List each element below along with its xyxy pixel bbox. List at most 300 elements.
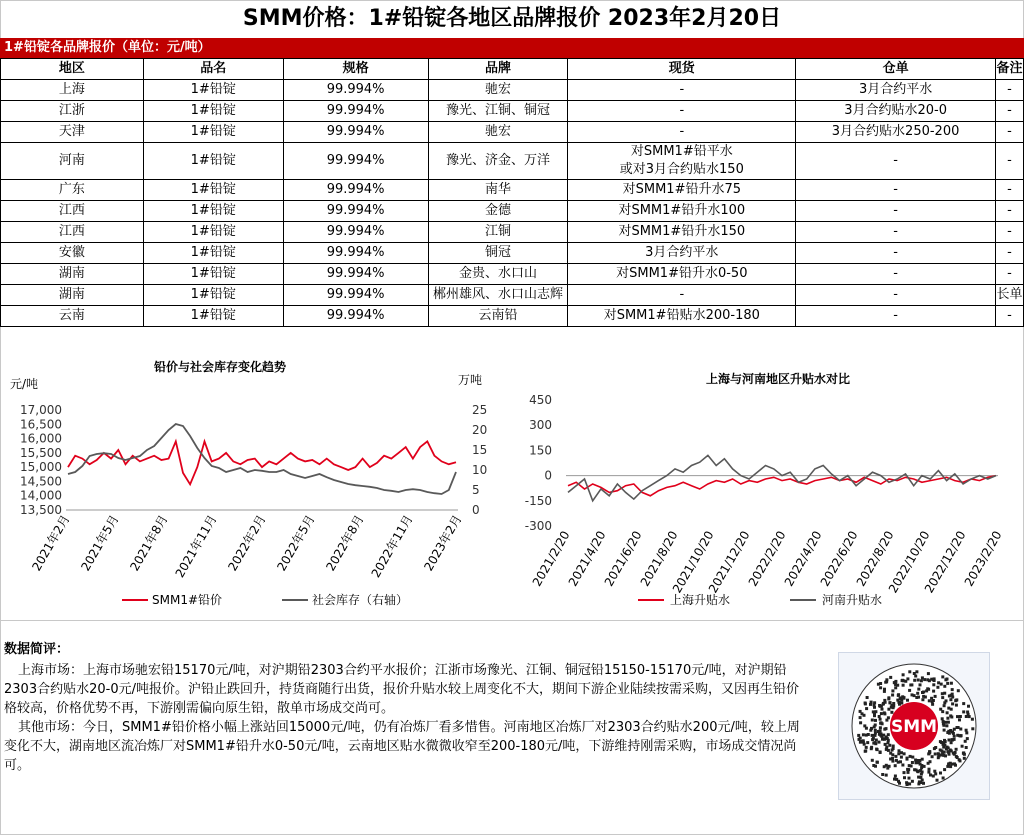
qr-dot — [962, 702, 965, 705]
table-cell: 天津 — [1, 122, 144, 143]
qr-dot — [957, 689, 960, 692]
qr-dot — [880, 712, 883, 715]
x-tick-label: 2022/12/20 — [921, 528, 969, 596]
qr-dot — [878, 741, 881, 744]
qr-dot — [948, 732, 951, 735]
qr-dot — [894, 764, 897, 767]
qr-dot — [949, 698, 952, 701]
table-cell: 金贵、水口山 — [428, 264, 568, 285]
table-cell: - — [995, 222, 1023, 243]
table-cell: 湖南 — [1, 285, 144, 306]
y2-tick-label: 5 — [472, 483, 480, 497]
table-cell: - — [995, 80, 1023, 101]
qr-dot — [902, 679, 905, 682]
y-tick-label: 17,000 — [20, 403, 62, 417]
qr-dot — [966, 737, 969, 740]
table-cell: - — [568, 80, 796, 101]
table-cell: - — [995, 201, 1023, 222]
table-cell: 1#铅锭 — [143, 143, 283, 180]
qr-dot — [968, 715, 971, 718]
qr-dot — [900, 702, 903, 705]
qr-dot — [883, 738, 886, 741]
table-cell: 99.994% — [283, 201, 428, 222]
qr-dot — [870, 727, 873, 730]
qr-dot — [942, 777, 945, 780]
col-header: 地区 — [1, 59, 144, 80]
qr-dot — [965, 715, 968, 718]
qr-dot — [883, 712, 886, 715]
qr-dot — [967, 705, 970, 708]
table-row — [1, 222, 1024, 243]
qr-dot — [874, 734, 877, 737]
x-tick-label: 2021/8/20 — [637, 528, 681, 589]
chart1-title: 铅价与社会库存变化趋势 — [154, 360, 287, 374]
qr-dot — [933, 770, 936, 773]
table-cell: 河南 — [1, 143, 144, 180]
qr-dot — [940, 683, 943, 686]
qr-dot — [881, 773, 884, 776]
qr-dot — [890, 704, 893, 707]
qr-dot — [920, 679, 923, 682]
qr-dot — [881, 708, 884, 711]
qr-dot — [902, 684, 905, 687]
table-cell: 对SMM1#铅升水75 — [568, 180, 796, 201]
qr-dot — [951, 688, 954, 691]
qr-dot — [922, 782, 925, 785]
qr-dot — [959, 728, 962, 731]
table-cell: 对SMM1#铅升水0-50 — [568, 264, 796, 285]
qr-dot — [932, 678, 935, 681]
qr-dot — [955, 704, 958, 707]
qr-code[interactable] — [838, 652, 990, 800]
qr-dot — [902, 673, 905, 676]
qr-dot — [898, 701, 901, 704]
qr-dot — [931, 703, 934, 706]
qr-dot — [919, 769, 922, 772]
qr-dot — [899, 760, 902, 763]
qr-dot — [906, 699, 909, 702]
x-tick-label: 2021年2月 — [29, 512, 73, 574]
y-tick-label: 15,500 — [20, 445, 62, 460]
qr-dot — [874, 719, 877, 722]
table-cell: 金德 — [428, 201, 568, 222]
qr-dot — [908, 670, 911, 673]
table-cell: 湖南 — [1, 264, 144, 285]
qr-dot — [927, 771, 930, 774]
qr-dot — [952, 732, 955, 735]
x-tick-label: 2022年2月 — [225, 512, 269, 574]
y2-tick-label: 10 — [472, 463, 488, 477]
table-cell: 1#铅锭 — [143, 306, 283, 327]
table-header-row — [1, 59, 1024, 80]
qr-logo-text: SMM — [890, 717, 938, 737]
qr-dot — [906, 758, 909, 761]
qr-dot — [953, 728, 956, 731]
qr-dot — [959, 715, 962, 718]
qr-dot — [916, 692, 919, 695]
table-cell: 铜冠 — [428, 243, 568, 264]
qr-dot — [934, 746, 937, 749]
x-tick-label: 2023年2月 — [421, 512, 465, 574]
qr-dot — [953, 762, 956, 765]
table-cell: 3月合约平水 — [796, 80, 996, 101]
qr-dot — [863, 724, 866, 727]
y2-axis-label: 万吨 — [458, 373, 483, 387]
x-tick-label: 2023/2/20 — [961, 528, 1005, 589]
qr-dot — [911, 756, 914, 759]
qr-dot — [928, 699, 931, 702]
col-header: 仓单 — [796, 59, 996, 80]
cell-line: 对SMM1#铅平水 — [630, 144, 733, 159]
qr-dot — [908, 777, 911, 780]
qr-dot — [948, 739, 951, 742]
qr-dot — [965, 729, 968, 732]
qr-dot — [891, 689, 894, 692]
qr-dot — [862, 733, 865, 736]
qr-dot — [971, 718, 974, 721]
qr-dot — [864, 702, 867, 705]
qr-dot — [949, 765, 952, 768]
table-row — [1, 264, 1024, 285]
chart2-title: 上海与河南地区升贴水对比 — [706, 372, 851, 386]
qr-dot — [887, 739, 890, 742]
table-cell: - — [568, 122, 796, 143]
qr-dot — [944, 678, 947, 681]
qr-dot — [890, 711, 893, 714]
qr-dot — [955, 748, 958, 751]
qr-dot — [866, 696, 869, 699]
table-cell: 江浙 — [1, 101, 144, 122]
qr-dot — [866, 741, 869, 744]
table-cell: - — [995, 180, 1023, 201]
qr-dot — [878, 704, 881, 707]
table-cell: 99.994% — [283, 143, 428, 180]
y-tick-label: 15,000 — [20, 460, 62, 475]
qr-dot — [949, 714, 952, 717]
table-cell: 1#铅锭 — [143, 201, 283, 222]
y-axis-label: 元/吨 — [10, 377, 39, 391]
qr-dot — [885, 764, 888, 767]
qr-code-image — [839, 653, 989, 799]
qr-dot — [873, 704, 876, 707]
table-cell: 对SMM1#铅贴水200-180 — [568, 306, 796, 327]
table-cell: - — [796, 201, 996, 222]
qr-dot — [874, 729, 877, 732]
section-title: 1#铅锭各品牌报价（单位：元/吨） — [0, 38, 1024, 58]
qr-dot — [909, 755, 912, 758]
table-cell: 99.994% — [283, 122, 428, 143]
qr-dot — [961, 745, 964, 748]
table-cell: 99.994% — [283, 101, 428, 122]
qr-dot — [947, 751, 950, 754]
table-cell: 对SMM1#铅升水100 — [568, 201, 796, 222]
y-tick-label: 16,500 — [20, 417, 62, 432]
qr-dot — [932, 683, 935, 686]
qr-dot — [951, 738, 954, 741]
qr-dot — [910, 683, 913, 686]
qr-dot — [874, 724, 877, 727]
qr-dot — [937, 753, 940, 756]
qr-dot — [908, 689, 911, 692]
x-tick-label: 2022/2/20 — [745, 528, 789, 589]
qr-dot — [929, 774, 932, 777]
qr-dot — [941, 696, 944, 699]
table-cell: - — [796, 306, 996, 327]
qr-dot — [891, 749, 894, 752]
qr-dot — [950, 682, 953, 685]
qr-dot — [903, 752, 906, 755]
table-cell: - — [568, 285, 796, 306]
table-cell: 3月合约平水 — [568, 243, 796, 264]
qr-dot — [897, 693, 900, 696]
qr-dot — [859, 716, 862, 719]
qr-dot — [962, 751, 965, 754]
qr-dot — [917, 679, 920, 682]
qr-dot — [911, 780, 914, 783]
qr-dot — [965, 746, 968, 749]
qr-dot — [924, 696, 927, 699]
y-tick-label: 14,000 — [20, 488, 62, 503]
qr-dot — [947, 762, 950, 765]
x-tick-label: 2021/6/20 — [601, 528, 645, 589]
qr-dot — [941, 710, 944, 713]
table-cell: 3月合约贴水250-200 — [796, 122, 996, 143]
table-cell: 南华 — [428, 180, 568, 201]
qr-dot — [901, 764, 904, 767]
qr-dot — [891, 694, 894, 697]
qr-dot — [879, 718, 882, 721]
table-cell: - — [995, 122, 1023, 143]
qr-dot — [906, 783, 909, 786]
qr-dot — [880, 735, 883, 738]
qr-dot — [871, 734, 874, 737]
qr-dot — [886, 767, 889, 770]
table-cell: 1#铅锭 — [143, 80, 283, 101]
legend-label: 河南升贴水 — [822, 593, 883, 607]
table-cell: - — [796, 243, 996, 264]
qr-dot — [873, 712, 876, 715]
x-tick-label: 2022/8/20 — [853, 528, 897, 589]
qr-dot — [885, 774, 888, 777]
table-cell: 豫光、江铜、铜冠 — [428, 101, 568, 122]
qr-dot — [900, 756, 903, 759]
qr-dot — [947, 721, 950, 724]
table-cell: 1#铅锭 — [143, 180, 283, 201]
qr-dot — [934, 753, 937, 756]
qr-dot — [883, 688, 886, 691]
qr-dot — [885, 719, 888, 722]
qr-dot — [894, 755, 897, 758]
qr-dot — [922, 691, 925, 694]
table-row — [1, 122, 1024, 143]
qr-dot — [943, 729, 946, 732]
y-tick-label: 300 — [529, 418, 552, 433]
y2-tick-label: 15 — [472, 443, 488, 457]
y2-tick-label: 0 — [472, 503, 480, 517]
col-header: 规格 — [283, 59, 428, 80]
qr-dot — [943, 704, 946, 707]
qr-dot — [876, 748, 879, 751]
qr-dot — [878, 715, 881, 718]
table-cell: - — [796, 285, 996, 306]
qr-dot — [971, 727, 974, 730]
qr-dot — [917, 688, 920, 691]
x-tick-label: 2022年11月 — [368, 512, 416, 580]
table-cell: 江西 — [1, 201, 144, 222]
qr-dot — [885, 748, 888, 751]
table-cell: 豫光、济金、万洋 — [428, 143, 568, 180]
legend-label: 上海升贴水 — [670, 593, 731, 607]
qr-dot — [953, 735, 956, 738]
qr-dot — [877, 730, 880, 733]
col-header: 品牌 — [428, 59, 568, 80]
y2-tick-label: 25 — [472, 403, 488, 417]
qr-dot — [942, 724, 945, 727]
table-cell: 1#铅锭 — [143, 222, 283, 243]
qr-dot — [903, 697, 906, 700]
y2-tick-label: 20 — [472, 423, 488, 437]
qr-dot — [919, 683, 922, 686]
qr-dot — [959, 759, 962, 762]
y-tick-label: 16,000 — [20, 431, 62, 446]
table-cell: 1#铅锭 — [143, 101, 283, 122]
qr-dot — [879, 682, 882, 685]
legend-label: 社会库存（右轴） — [312, 593, 409, 607]
table-cell: 1#铅锭 — [143, 264, 283, 285]
qr-dot — [873, 714, 876, 717]
qr-dot — [883, 728, 886, 731]
qr-dot — [921, 758, 924, 761]
qr-dot — [879, 686, 882, 689]
x-tick-label: 2022/6/20 — [817, 528, 861, 589]
table-row — [1, 143, 1024, 180]
cell-line: 或对3月合约贴水150 — [619, 162, 744, 177]
qr-dot — [956, 715, 959, 718]
qr-dot — [926, 687, 929, 690]
table-cell — [568, 143, 796, 180]
table-cell: 99.994% — [283, 264, 428, 285]
qr-dot — [960, 734, 963, 737]
qr-dot — [884, 743, 887, 746]
qr-dot — [875, 739, 878, 742]
table-cell: 长单 — [995, 285, 1023, 306]
qr-dot — [895, 759, 898, 762]
col-header: 品名 — [143, 59, 283, 80]
table-row — [1, 101, 1024, 122]
table-cell: 99.994% — [283, 285, 428, 306]
qr-dot — [872, 737, 875, 740]
qr-dot — [941, 717, 944, 720]
qr-dot — [932, 690, 935, 693]
qr-dot — [893, 778, 896, 781]
qr-dot — [927, 762, 930, 765]
qr-dot — [956, 726, 959, 729]
price-table — [0, 58, 1024, 327]
qr-dot — [954, 751, 957, 754]
qr-dot — [911, 761, 914, 764]
qr-dot — [893, 681, 896, 684]
summary-shanghai: 上海市场：上海市场驰宏铅15170元/吨，对沪期铅2303合约平水报价；江浙市场豫光、江铜、铜冠铅15150-15170元/吨，对沪期铅2303合约贴水20-0元/吨报价。沪铅止跌回升，持货商随行出货，报价升贴水较上周变化不大，期间下游企业陆续按需采购，又因再生铅价格较高，价格优势不再，下游刚需偏向原生铅，散单市场成交尚可。 — [4, 663, 799, 716]
qr-dot — [857, 734, 860, 737]
qr-dot — [881, 722, 884, 725]
qr-dot — [928, 750, 931, 753]
qr-dot — [898, 782, 901, 785]
y-tick-label: 14,500 — [20, 474, 62, 489]
x-tick-label: 2021/2/20 — [529, 528, 573, 589]
qr-dot — [917, 696, 920, 699]
qr-dot — [928, 679, 931, 682]
qr-dot — [920, 766, 923, 769]
qr-dot — [889, 752, 892, 755]
x-tick-label: 2022年8月 — [323, 512, 367, 574]
qr-dot — [955, 698, 958, 701]
qr-dot — [871, 759, 874, 762]
qr-dot — [936, 779, 939, 782]
table-cell: - — [796, 264, 996, 285]
qr-dot — [966, 711, 969, 714]
qr-dot — [965, 731, 968, 734]
qr-dot — [948, 695, 951, 698]
table-cell: 驰宏 — [428, 122, 568, 143]
qr-dot — [962, 710, 965, 713]
qr-dot — [889, 758, 892, 761]
qr-dot — [939, 772, 942, 775]
qr-dot — [887, 733, 890, 736]
qr-dot — [915, 670, 918, 673]
qr-dot — [876, 761, 879, 764]
qr-dot — [927, 672, 930, 675]
series-line-inventory — [68, 424, 456, 494]
qr-dot — [942, 720, 945, 723]
table-cell: - — [995, 101, 1023, 122]
qr-dot — [883, 699, 886, 702]
qr-dot — [874, 765, 877, 768]
x-tick-label: 2022/10/20 — [885, 528, 933, 596]
qr-dot — [921, 698, 924, 701]
qr-dot — [942, 746, 945, 749]
qr-dot — [907, 771, 910, 774]
qr-dot — [894, 686, 897, 689]
legend-label: SMM1#铅价 — [152, 593, 223, 607]
qr-dot — [931, 755, 934, 758]
qr-dot — [865, 707, 868, 710]
qr-dot — [950, 741, 953, 744]
qr-dot — [859, 710, 862, 713]
qr-dot — [946, 682, 949, 685]
qr-dot — [907, 768, 910, 771]
table-cell: 安徽 — [1, 243, 144, 264]
x-tick-label: 2021/12/20 — [705, 528, 753, 596]
qr-dot — [937, 681, 940, 684]
qr-dot — [879, 751, 882, 754]
qr-dot — [859, 721, 862, 724]
qr-dot — [931, 700, 934, 703]
qr-dot — [921, 676, 924, 679]
qr-dot — [945, 747, 948, 750]
qr-dot — [934, 695, 937, 698]
y-tick-label: 450 — [529, 393, 552, 407]
qr-dot — [863, 743, 866, 746]
qr-dot — [872, 742, 875, 745]
qr-dot — [946, 765, 949, 768]
qr-dot — [919, 781, 922, 784]
table-cell: 1#铅锭 — [143, 285, 283, 306]
summary-heading: 数据简评： — [4, 642, 70, 657]
qr-dot — [943, 768, 946, 771]
table-row — [1, 306, 1024, 327]
qr-dot — [941, 675, 944, 678]
page-title: SMM价格：1#铅锭各地区品牌报价 2023年2月20日 — [242, 6, 782, 31]
